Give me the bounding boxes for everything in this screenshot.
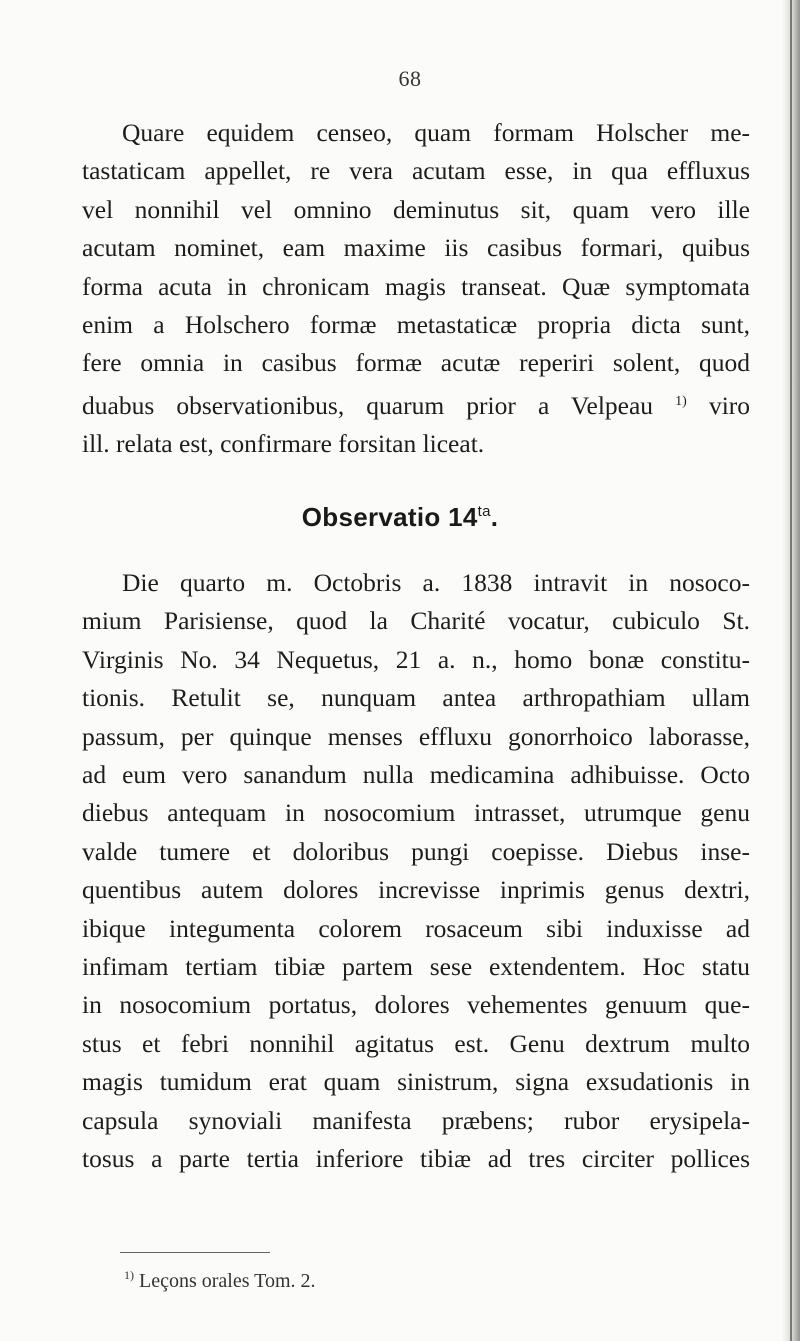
text-line: stus et febri nonnihil agitatus est. Genu dextrum multo [82,1028,750,1058]
text-line: ad eum vero sanandum nulla medicamina adhibuisse. Octo [82,760,750,790]
text-line: magis tumidum erat quam sinistrum, signa exsudationis in [82,1067,750,1097]
text-segment: duabus observationibus, quarum prior a Velpeau [82,390,654,420]
text-line: Virginis No. 34 Nequetus, 21 a. n., homo bonæ constitu- [82,644,750,674]
heading-suffix: . [490,502,499,532]
text-line: diebus antequam in nosocomium intrasset, utrumque genu [82,798,750,828]
text-line: tosus a parte tertia inferiore tibiæ ad tres circiter pollices [82,1144,750,1174]
heading-text: Observatio 14 [301,502,478,532]
text-line: acutam nominet, eam maxime iis casibus formari, quibus [82,233,750,263]
footnote-marker: 1) [124,1268,134,1282]
text-line: Quare equidem censeo, quam formam Holscher me- [122,118,750,147]
text-line: mium Parisiense, quod la Charité vocatur, cubiculo St. [82,606,750,636]
text-line: tastaticam appellet, re vera acutam esse, in qua effluxus [82,156,750,186]
heading-superscript: ta [477,503,491,520]
footnote [124,1268,316,1293]
text-line: infimam tertiam tibiæ partem sese extendentem. Hoc statu [82,952,750,982]
text-line: forma acuta in chronicam magis transeat. Quæ symptomata [82,271,750,301]
section-heading [0,502,800,533]
text-line: Die quarto m. Octobris a. 1838 intravit in nosoco- [122,568,750,597]
footnote-reference: 1) [675,393,687,409]
text-line: in nosocomium portatus, dolores vehementes genuum que- [82,990,750,1020]
page-number: 68 [398,66,422,91]
footnote-divider [120,1252,270,1253]
text-line: valde tumere et doloribus pungi coepisse. Diebus inse- [82,836,750,866]
text-line: capsula synoviali manifesta præbens; rubor erysipela- [82,1105,750,1135]
text-line: tionis. Retulit se, nunquam antea arthropathiam ullam [82,683,750,713]
text-segment: viro [708,390,751,420]
text-line-with-footnote [82,383,750,425]
footnote-text: Leçons orales Tom. 2. [139,1270,316,1292]
text-line: vel nonnihil vel omnino deminutus sit, quam vero ille [82,194,750,224]
text-line: fere omnia in casibus formæ acutæ reperiri solent, quod [82,348,750,378]
text-line: enim a Holschero formæ metastaticæ propria dicta sunt, [82,310,750,340]
text-line: ill. relata est, confirmare forsitan liceat. [82,429,485,459]
paragraph-2 [82,564,750,1179]
paragraph-1 [82,114,750,464]
text-line: ibique integumenta colorem rosaceum sibi induxisse ad [82,913,750,943]
page-edge-line [790,0,792,1341]
text-line: passum, per quinque menses effluxu gonorrhoico laborasse, [82,721,750,751]
text-line: quentibus autem dolores increvisse inprimis genus dextri, [82,875,750,905]
